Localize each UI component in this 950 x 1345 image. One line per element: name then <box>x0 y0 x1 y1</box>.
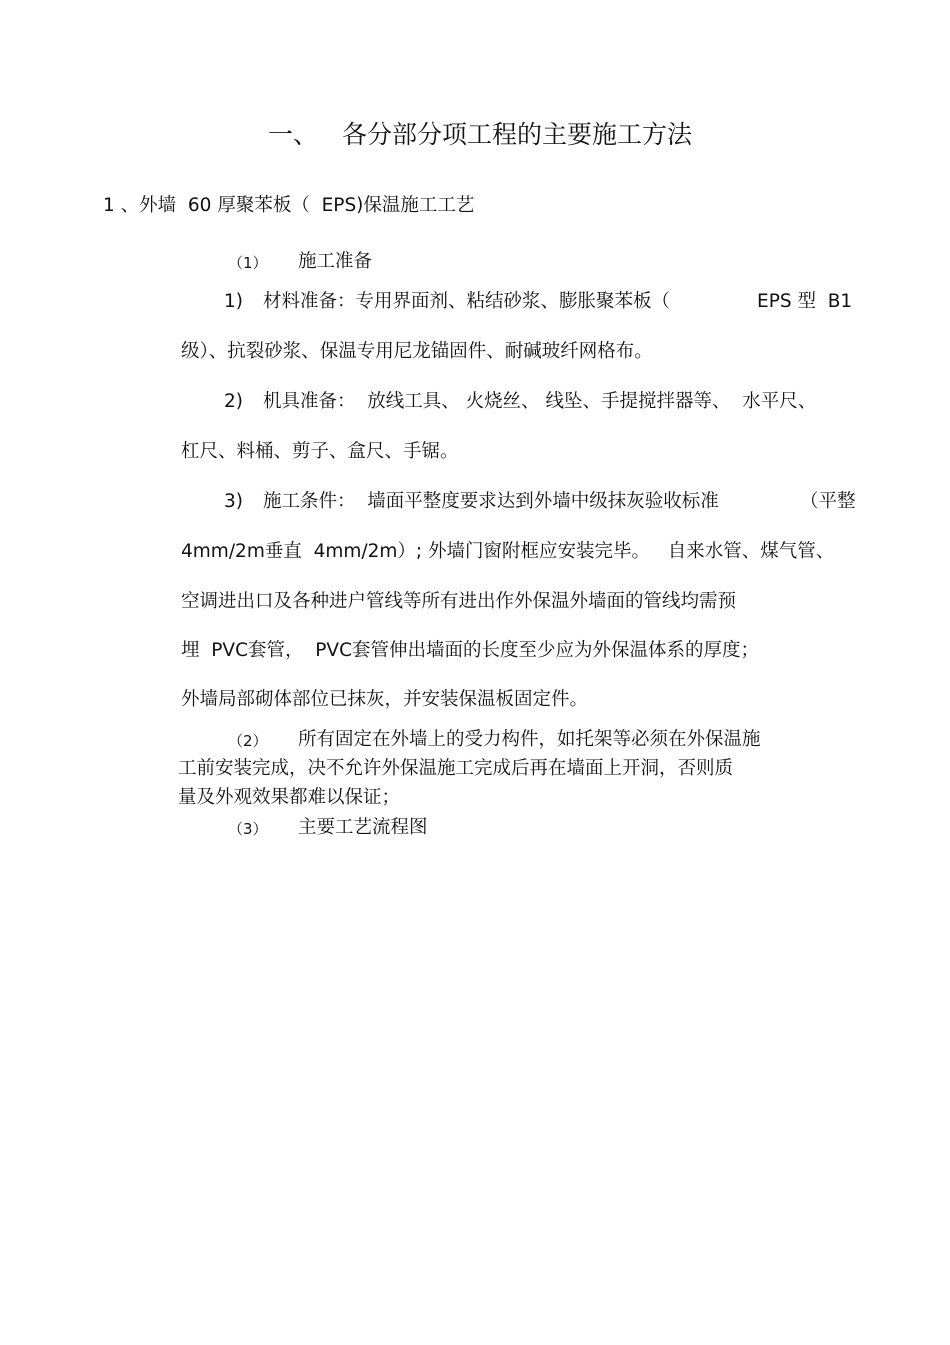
item-text-line: 埋 PVC套管， PVC套管伸出墙面的长度至少应为外保温体系的厚度； <box>181 640 759 661</box>
item-text-line: 杠尺、料桶、剪子、盒尺、手锯。 <box>181 441 459 462</box>
paragraph-line: 量及外观效果都难以保证； <box>178 787 401 808</box>
item-text-line: 材料准备：专用界面剂、粘结砂浆、膨胀聚苯板（ <box>263 291 671 312</box>
subsection-title: 主要工艺流程图 <box>298 817 428 838</box>
subsection-number: （1） <box>228 254 268 272</box>
item-number: 1) <box>224 291 243 312</box>
item-text-line: 4mm/2m垂直 4mm/2m）; 外墙门窗附框应安装完毕。 自来水管、煤气管、 <box>181 541 835 562</box>
paragraph-line: 所有固定在外墙上的受力构件，如托架等必须在外保温施 <box>298 729 761 750</box>
item-text-tail: （平整 <box>800 491 856 512</box>
page-title: 各分部分项工程的主要施工方法 <box>342 120 693 149</box>
subsection-title: 施工准备 <box>298 251 373 272</box>
item-text-line: 级）、抗裂砂浆、保温专用尼龙锚固件、耐碱玻纤网格布。 <box>181 341 653 362</box>
item-number: 3) <box>224 491 243 512</box>
subsection-number: （2） <box>228 732 268 750</box>
item-text-line: 空调进出口及各种进户管线等所有进出作外保温外墙面的管线均需预 <box>181 591 737 612</box>
page-title-number: 一、 <box>268 120 319 149</box>
item-text-line: 外墙局部砌体部位已抹灰，并安装保温板固定件。 <box>181 689 589 710</box>
item-number: 2) <box>224 391 243 412</box>
paragraph-line: 工前安装完成，决不允许外保温施工完成后再在墙面上开洞，否则质 <box>178 758 734 779</box>
item-text-tail: EPS 型 B1 <box>757 291 853 312</box>
item-text-line: 施工条件： 墙面平整度要求达到外墙中级抹灰验收标准 <box>263 491 719 512</box>
section-heading: 1 、外墙 60 厚聚苯板（ EPS)保温施工工艺 <box>103 195 475 216</box>
subsection-number: （3） <box>228 820 268 838</box>
item-text-line: 机具准备： 放线工具、 火烧丝、 线坠、手提搅拌器等、 水平尺、 <box>263 391 817 412</box>
